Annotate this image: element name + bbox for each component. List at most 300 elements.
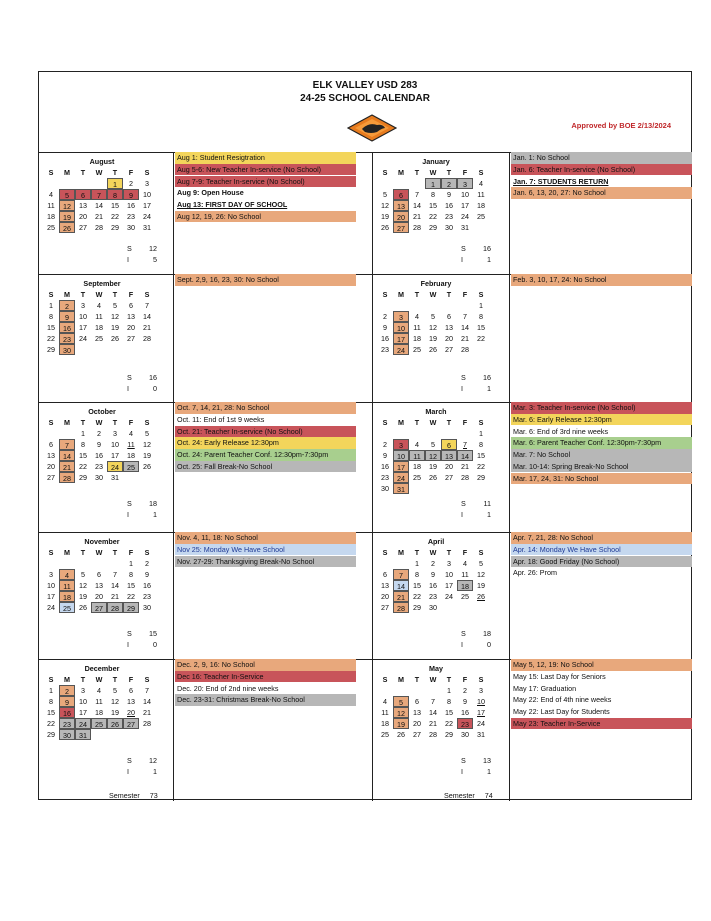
- day-cell[interactable]: 30: [461, 730, 469, 739]
- day-cell[interactable]: 4: [383, 697, 387, 706]
- day-cell[interactable]: 29: [111, 223, 119, 232]
- day-cell[interactable]: 27: [445, 345, 453, 354]
- day-cell[interactable]: 29: [413, 603, 421, 612]
- day-cell[interactable]: 12: [425, 450, 441, 461]
- day-cell[interactable]: 17: [143, 201, 151, 210]
- day-cell[interactable]: 24: [393, 344, 409, 355]
- day-cell[interactable]: 21: [59, 461, 75, 472]
- day-cell[interactable]: 5: [431, 440, 435, 449]
- day-cell[interactable]: 17: [47, 592, 55, 601]
- day-cell[interactable]: 2: [145, 559, 149, 568]
- day-cell[interactable]: 15: [111, 201, 119, 210]
- day-cell[interactable]: 28: [461, 473, 469, 482]
- day-cell[interactable]: 17: [79, 323, 87, 332]
- day-cell[interactable]: 11: [477, 190, 485, 199]
- day-cell[interactable]: 30: [429, 603, 437, 612]
- day-cell[interactable]: 11: [381, 708, 389, 717]
- day-cell[interactable]: 31: [143, 223, 151, 232]
- day-cell[interactable]: 8: [49, 312, 53, 321]
- day-cell[interactable]: 11: [127, 440, 135, 449]
- day-cell[interactable]: 8: [49, 697, 53, 706]
- day-cell[interactable]: 9: [383, 451, 387, 460]
- day-cell[interactable]: 12: [429, 323, 437, 332]
- day-cell[interactable]: 17: [393, 461, 409, 472]
- day-cell[interactable]: 1: [129, 559, 133, 568]
- day-cell[interactable]: 25: [123, 461, 139, 472]
- day-cell[interactable]: 1: [49, 301, 53, 310]
- day-cell[interactable]: 21: [143, 323, 151, 332]
- day-cell[interactable]: 19: [477, 581, 485, 590]
- day-cell[interactable]: 26: [381, 223, 389, 232]
- day-cell[interactable]: 11: [95, 312, 103, 321]
- day-cell[interactable]: 21: [393, 591, 409, 602]
- day-cell[interactable]: 21: [413, 212, 421, 221]
- day-cell[interactable]: 28: [107, 602, 123, 613]
- day-cell[interactable]: 10: [143, 190, 151, 199]
- day-cell[interactable]: 19: [429, 462, 437, 471]
- day-cell[interactable]: 21: [461, 334, 469, 343]
- day-cell[interactable]: 21: [461, 462, 469, 471]
- day-cell[interactable]: 28: [143, 334, 151, 343]
- day-cell[interactable]: 17: [461, 201, 469, 210]
- day-cell[interactable]: 11: [47, 201, 55, 210]
- day-cell[interactable]: 4: [129, 429, 133, 438]
- day-cell[interactable]: 6: [383, 570, 387, 579]
- day-cell[interactable]: 12: [143, 440, 151, 449]
- day-cell[interactable]: 14: [143, 697, 151, 706]
- day-cell[interactable]: 6: [129, 686, 133, 695]
- day-cell[interactable]: 16: [461, 708, 469, 717]
- day-cell[interactable]: 9: [123, 189, 139, 200]
- day-cell[interactable]: 18: [95, 708, 103, 717]
- day-cell[interactable]: 12: [393, 707, 409, 718]
- day-cell[interactable]: 29: [47, 730, 55, 739]
- day-cell[interactable]: 16: [95, 451, 103, 460]
- day-cell[interactable]: 7: [393, 569, 409, 580]
- day-cell[interactable]: 26: [429, 345, 437, 354]
- day-cell[interactable]: 4: [97, 301, 101, 310]
- day-cell[interactable]: 26: [107, 718, 123, 729]
- day-cell[interactable]: 15: [429, 201, 437, 210]
- day-cell[interactable]: 14: [461, 323, 469, 332]
- day-cell[interactable]: 17: [477, 708, 485, 717]
- day-cell[interactable]: 31: [477, 730, 485, 739]
- day-cell[interactable]: 21: [111, 592, 119, 601]
- day-cell[interactable]: 10: [79, 697, 87, 706]
- day-cell[interactable]: 1: [107, 178, 123, 189]
- day-cell[interactable]: 22: [111, 212, 119, 221]
- day-cell[interactable]: 9: [59, 696, 75, 707]
- day-cell[interactable]: 3: [479, 686, 483, 695]
- day-cell[interactable]: 14: [393, 580, 409, 591]
- day-cell[interactable]: 30: [127, 223, 135, 232]
- day-cell[interactable]: 24: [393, 472, 409, 483]
- day-cell[interactable]: 9: [431, 570, 435, 579]
- day-cell[interactable]: 13: [441, 450, 457, 461]
- day-cell[interactable]: 23: [95, 462, 103, 471]
- day-cell[interactable]: 25: [381, 730, 389, 739]
- day-cell[interactable]: 8: [415, 570, 419, 579]
- day-cell[interactable]: 27: [445, 473, 453, 482]
- day-cell[interactable]: 9: [383, 323, 387, 332]
- day-cell[interactable]: 23: [429, 592, 437, 601]
- day-cell[interactable]: 17: [79, 708, 87, 717]
- day-cell[interactable]: 11: [413, 323, 421, 332]
- day-cell[interactable]: 25: [95, 334, 103, 343]
- day-cell[interactable]: 5: [431, 312, 435, 321]
- day-cell[interactable]: 13: [79, 201, 87, 210]
- day-cell[interactable]: 27: [123, 718, 139, 729]
- day-cell[interactable]: 15: [445, 708, 453, 717]
- day-cell[interactable]: 25: [413, 473, 421, 482]
- day-cell[interactable]: 27: [91, 602, 107, 613]
- day-cell[interactable]: 17: [445, 581, 453, 590]
- day-cell[interactable]: 24: [461, 212, 469, 221]
- day-cell[interactable]: 14: [429, 708, 437, 717]
- day-cell[interactable]: 3: [81, 686, 85, 695]
- day-cell[interactable]: 24: [79, 334, 87, 343]
- day-cell[interactable]: 23: [445, 212, 453, 221]
- day-cell[interactable]: 16: [59, 322, 75, 333]
- day-cell[interactable]: 20: [95, 592, 103, 601]
- day-cell[interactable]: 5: [113, 686, 117, 695]
- day-cell[interactable]: 1: [479, 301, 483, 310]
- day-cell[interactable]: 3: [81, 301, 85, 310]
- day-cell[interactable]: 14: [95, 201, 103, 210]
- day-cell[interactable]: 13: [95, 581, 103, 590]
- day-cell[interactable]: 18: [47, 212, 55, 221]
- day-cell[interactable]: 31: [393, 483, 409, 494]
- day-cell[interactable]: 26: [79, 603, 87, 612]
- day-cell[interactable]: 6: [447, 312, 451, 321]
- day-cell[interactable]: 15: [477, 323, 485, 332]
- day-cell[interactable]: 7: [431, 697, 435, 706]
- day-cell[interactable]: 24: [107, 461, 123, 472]
- day-cell[interactable]: 3: [457, 178, 473, 189]
- day-cell[interactable]: 16: [143, 581, 151, 590]
- day-cell[interactable]: 26: [429, 473, 437, 482]
- day-cell[interactable]: 10: [79, 312, 87, 321]
- day-cell[interactable]: 29: [79, 473, 87, 482]
- day-cell[interactable]: 14: [59, 450, 75, 461]
- day-cell[interactable]: 20: [47, 462, 55, 471]
- day-cell[interactable]: 22: [477, 334, 485, 343]
- day-cell[interactable]: 24: [445, 592, 453, 601]
- day-cell[interactable]: 23: [381, 473, 389, 482]
- day-cell[interactable]: 19: [79, 592, 87, 601]
- day-cell[interactable]: 28: [461, 345, 469, 354]
- day-cell[interactable]: 18: [477, 201, 485, 210]
- day-cell[interactable]: 18: [381, 719, 389, 728]
- day-cell[interactable]: 5: [59, 189, 75, 200]
- day-cell[interactable]: 5: [81, 570, 85, 579]
- day-cell[interactable]: 16: [381, 462, 389, 471]
- day-cell[interactable]: 4: [479, 179, 483, 188]
- day-cell[interactable]: 31: [111, 473, 119, 482]
- day-cell[interactable]: 26: [111, 334, 119, 343]
- day-cell[interactable]: 21: [95, 212, 103, 221]
- day-cell[interactable]: 28: [59, 472, 75, 483]
- day-cell[interactable]: 9: [447, 190, 451, 199]
- day-cell[interactable]: 13: [413, 708, 421, 717]
- day-cell[interactable]: 4: [49, 190, 53, 199]
- day-cell[interactable]: 10: [393, 322, 409, 333]
- day-cell[interactable]: 26: [59, 222, 75, 233]
- day-cell[interactable]: 14: [111, 581, 119, 590]
- day-cell[interactable]: 1: [479, 429, 483, 438]
- day-cell[interactable]: 16: [445, 201, 453, 210]
- day-cell[interactable]: 9: [145, 570, 149, 579]
- day-cell[interactable]: 29: [123, 602, 139, 613]
- day-cell[interactable]: 2: [129, 179, 133, 188]
- day-cell[interactable]: 1: [425, 178, 441, 189]
- day-cell[interactable]: 6: [49, 440, 53, 449]
- day-cell[interactable]: 28: [143, 719, 151, 728]
- day-cell[interactable]: 12: [381, 201, 389, 210]
- day-cell[interactable]: 13: [393, 200, 409, 211]
- day-cell[interactable]: 22: [413, 592, 421, 601]
- day-cell[interactable]: 14: [457, 450, 473, 461]
- day-cell[interactable]: 21: [143, 708, 151, 717]
- day-cell[interactable]: 25: [413, 345, 421, 354]
- day-cell[interactable]: 19: [111, 708, 119, 717]
- day-cell[interactable]: 25: [461, 592, 469, 601]
- day-cell[interactable]: 24: [143, 212, 151, 221]
- day-cell[interactable]: 10: [445, 570, 453, 579]
- day-cell[interactable]: 10: [477, 697, 485, 706]
- day-cell[interactable]: 22: [445, 719, 453, 728]
- day-cell[interactable]: 15: [477, 451, 485, 460]
- day-cell[interactable]: 6: [393, 189, 409, 200]
- day-cell[interactable]: 27: [393, 222, 409, 233]
- day-cell[interactable]: 8: [81, 440, 85, 449]
- day-cell[interactable]: 17: [393, 333, 409, 344]
- day-cell[interactable]: 19: [111, 323, 119, 332]
- day-cell[interactable]: 7: [463, 440, 467, 449]
- day-cell[interactable]: 23: [381, 345, 389, 354]
- day-cell[interactable]: 10: [47, 581, 55, 590]
- day-cell[interactable]: 15: [47, 708, 55, 717]
- day-cell[interactable]: 2: [441, 178, 457, 189]
- day-cell[interactable]: 7: [463, 312, 467, 321]
- day-cell[interactable]: 18: [127, 451, 135, 460]
- day-cell[interactable]: 3: [393, 439, 409, 450]
- day-cell[interactable]: 20: [445, 462, 453, 471]
- day-cell[interactable]: 30: [59, 729, 75, 740]
- day-cell[interactable]: 17: [111, 451, 119, 460]
- day-cell[interactable]: 22: [47, 334, 55, 343]
- day-cell[interactable]: 8: [129, 570, 133, 579]
- day-cell[interactable]: 2: [97, 429, 101, 438]
- day-cell[interactable]: 8: [447, 697, 451, 706]
- day-cell[interactable]: 30: [59, 344, 75, 355]
- day-cell[interactable]: 3: [113, 429, 117, 438]
- day-cell[interactable]: 24: [477, 719, 485, 728]
- day-cell[interactable]: 2: [383, 312, 387, 321]
- day-cell[interactable]: 5: [145, 429, 149, 438]
- day-cell[interactable]: 4: [463, 559, 467, 568]
- day-cell[interactable]: 16: [127, 201, 135, 210]
- day-cell[interactable]: 4: [415, 440, 419, 449]
- day-cell[interactable]: 31: [461, 223, 469, 232]
- day-cell[interactable]: 12: [477, 570, 485, 579]
- day-cell[interactable]: 2: [59, 300, 75, 311]
- day-cell[interactable]: 29: [445, 730, 453, 739]
- day-cell[interactable]: 18: [413, 462, 421, 471]
- day-cell[interactable]: 11: [409, 450, 425, 461]
- day-cell[interactable]: 16: [429, 581, 437, 590]
- day-cell[interactable]: 10: [461, 190, 469, 199]
- day-cell[interactable]: 25: [47, 223, 55, 232]
- day-cell[interactable]: 29: [47, 345, 55, 354]
- day-cell[interactable]: 28: [413, 223, 421, 232]
- day-cell[interactable]: 1: [447, 686, 451, 695]
- day-cell[interactable]: 2: [463, 686, 467, 695]
- day-cell[interactable]: 22: [47, 719, 55, 728]
- day-cell[interactable]: 1: [81, 429, 85, 438]
- day-cell[interactable]: 6: [441, 439, 457, 450]
- day-cell[interactable]: 9: [97, 440, 101, 449]
- day-cell[interactable]: 22: [429, 212, 437, 221]
- day-cell[interactable]: 27: [413, 730, 421, 739]
- day-cell[interactable]: 3: [447, 559, 451, 568]
- day-cell[interactable]: 28: [95, 223, 103, 232]
- day-cell[interactable]: 23: [457, 718, 473, 729]
- day-cell[interactable]: 7: [59, 439, 75, 450]
- day-cell[interactable]: 13: [47, 451, 55, 460]
- day-cell[interactable]: 27: [127, 334, 135, 343]
- day-cell[interactable]: 30: [95, 473, 103, 482]
- day-cell[interactable]: 9: [59, 311, 75, 322]
- day-cell[interactable]: 5: [383, 190, 387, 199]
- day-cell[interactable]: 3: [49, 570, 53, 579]
- day-cell[interactable]: 10: [111, 440, 119, 449]
- day-cell[interactable]: 8: [107, 189, 123, 200]
- day-cell[interactable]: 7: [91, 189, 107, 200]
- day-cell[interactable]: 29: [429, 223, 437, 232]
- day-cell[interactable]: 11: [95, 697, 103, 706]
- day-cell[interactable]: 26: [143, 462, 151, 471]
- day-cell[interactable]: 27: [79, 223, 87, 232]
- day-cell[interactable]: 15: [47, 323, 55, 332]
- day-cell[interactable]: 31: [75, 729, 91, 740]
- day-cell[interactable]: 6: [97, 570, 101, 579]
- day-cell[interactable]: 23: [59, 718, 75, 729]
- day-cell[interactable]: 11: [59, 580, 75, 591]
- day-cell[interactable]: 25: [59, 602, 75, 613]
- day-cell[interactable]: 20: [445, 334, 453, 343]
- day-cell[interactable]: 7: [113, 570, 117, 579]
- day-cell[interactable]: 18: [95, 323, 103, 332]
- day-cell[interactable]: 30: [143, 603, 151, 612]
- day-cell[interactable]: 29: [477, 473, 485, 482]
- day-cell[interactable]: 2: [383, 440, 387, 449]
- day-cell[interactable]: 6: [129, 301, 133, 310]
- day-cell[interactable]: 20: [393, 211, 409, 222]
- day-cell[interactable]: 7: [145, 301, 149, 310]
- day-cell[interactable]: 3: [393, 311, 409, 322]
- day-cell[interactable]: 12: [111, 697, 119, 706]
- day-cell[interactable]: 5: [479, 559, 483, 568]
- day-cell[interactable]: 8: [431, 190, 435, 199]
- day-cell[interactable]: 1: [415, 559, 419, 568]
- day-cell[interactable]: 20: [79, 212, 87, 221]
- day-cell[interactable]: 21: [429, 719, 437, 728]
- day-cell[interactable]: 27: [381, 603, 389, 612]
- day-cell[interactable]: 23: [127, 212, 135, 221]
- day-cell[interactable]: 4: [59, 569, 75, 580]
- day-cell[interactable]: 6: [415, 697, 419, 706]
- day-cell[interactable]: 4: [97, 686, 101, 695]
- day-cell[interactable]: 8: [479, 312, 483, 321]
- day-cell[interactable]: 12: [79, 581, 87, 590]
- day-cell[interactable]: 23: [59, 333, 75, 344]
- day-cell[interactable]: 8: [479, 440, 483, 449]
- day-cell[interactable]: 19: [59, 211, 75, 222]
- day-cell[interactable]: 2: [431, 559, 435, 568]
- day-cell[interactable]: 12: [59, 200, 75, 211]
- day-cell[interactable]: 26: [397, 730, 405, 739]
- day-cell[interactable]: 16: [59, 707, 75, 718]
- day-cell[interactable]: 13: [381, 581, 389, 590]
- day-cell[interactable]: 30: [381, 484, 389, 493]
- day-cell[interactable]: 6: [75, 189, 91, 200]
- day-cell[interactable]: 12: [111, 312, 119, 321]
- day-cell[interactable]: 20: [127, 323, 135, 332]
- day-cell[interactable]: 28: [429, 730, 437, 739]
- day-cell[interactable]: 22: [79, 462, 87, 471]
- day-cell[interactable]: 11: [461, 570, 469, 579]
- day-cell[interactable]: 15: [79, 451, 87, 460]
- day-cell[interactable]: 3: [145, 179, 149, 188]
- day-cell[interactable]: 25: [477, 212, 485, 221]
- day-cell[interactable]: 15: [127, 581, 135, 590]
- day-cell[interactable]: 16: [381, 334, 389, 343]
- day-cell[interactable]: 23: [143, 592, 151, 601]
- day-cell[interactable]: 19: [429, 334, 437, 343]
- day-cell[interactable]: 5: [113, 301, 117, 310]
- day-cell[interactable]: 28: [393, 602, 409, 613]
- day-cell[interactable]: 13: [445, 323, 453, 332]
- day-cell[interactable]: 2: [59, 685, 75, 696]
- day-cell[interactable]: 19: [381, 212, 389, 221]
- day-cell[interactable]: 5: [393, 696, 409, 707]
- day-cell[interactable]: 1: [49, 686, 53, 695]
- day-cell[interactable]: 20: [413, 719, 421, 728]
- day-cell[interactable]: 13: [127, 697, 135, 706]
- day-cell[interactable]: 18: [413, 334, 421, 343]
- day-cell[interactable]: 14: [413, 201, 421, 210]
- day-cell[interactable]: 18: [59, 591, 75, 602]
- day-cell[interactable]: 9: [463, 697, 467, 706]
- day-cell[interactable]: 30: [445, 223, 453, 232]
- day-cell[interactable]: 14: [143, 312, 151, 321]
- day-cell[interactable]: 20: [381, 592, 389, 601]
- day-cell[interactable]: 18: [457, 580, 473, 591]
- day-cell[interactable]: 15: [413, 581, 421, 590]
- day-cell[interactable]: 13: [127, 312, 135, 321]
- day-cell[interactable]: 20: [127, 708, 135, 717]
- day-cell[interactable]: 10: [393, 450, 409, 461]
- day-cell[interactable]: 19: [143, 451, 151, 460]
- day-cell[interactable]: 19: [393, 718, 409, 729]
- day-cell[interactable]: 24: [75, 718, 91, 729]
- day-cell[interactable]: 27: [47, 473, 55, 482]
- day-cell[interactable]: 4: [415, 312, 419, 321]
- day-cell[interactable]: 7: [415, 190, 419, 199]
- day-cell[interactable]: 25: [91, 718, 107, 729]
- day-cell[interactable]: 22: [127, 592, 135, 601]
